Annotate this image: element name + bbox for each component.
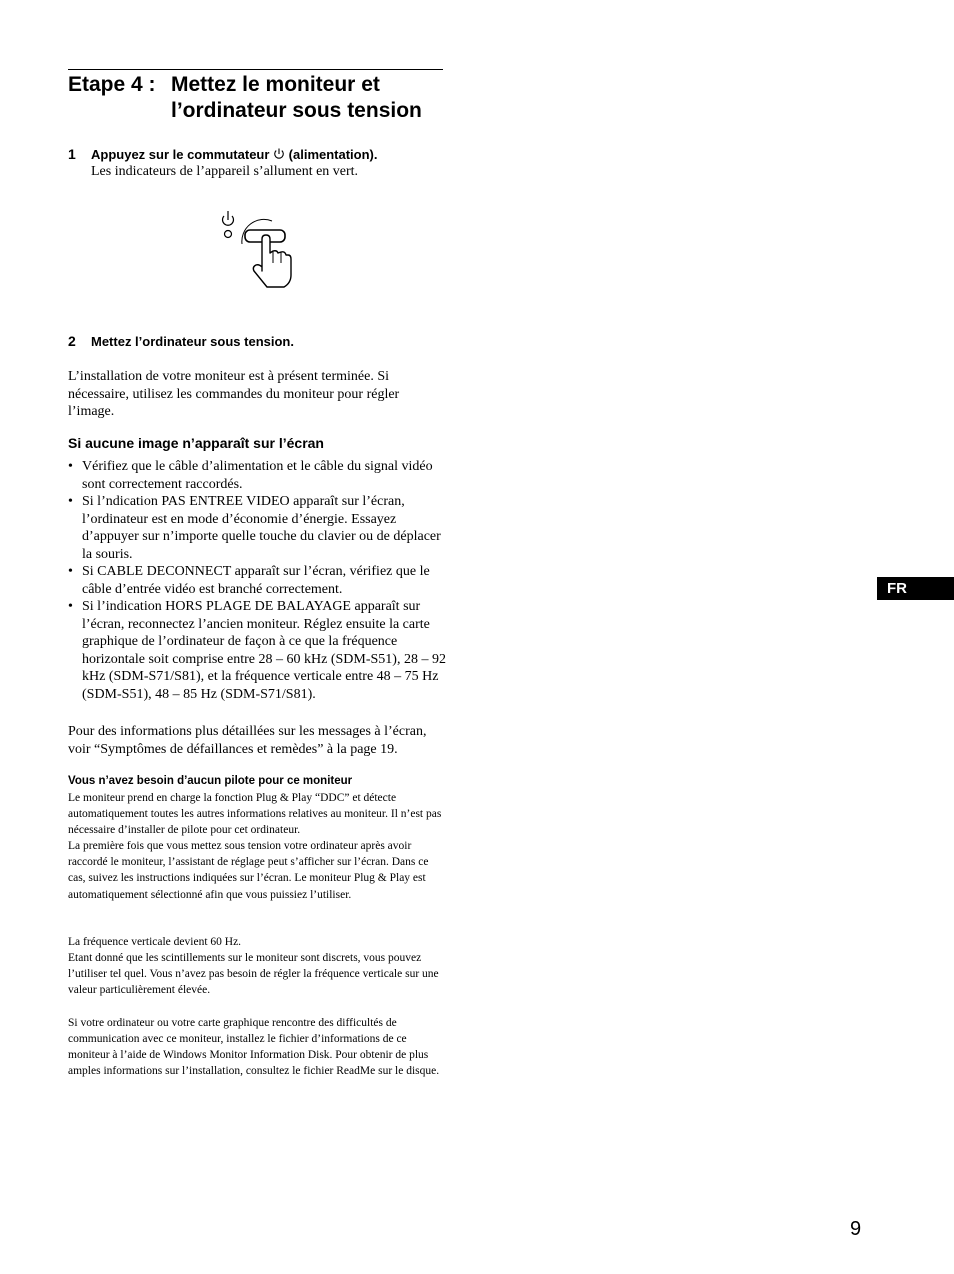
step-2-heading: Mettez l’ordinateur sous tension.: [91, 334, 294, 349]
step-1-heading: [91, 147, 378, 162]
driver-paragraph-3: La fréquence verticale devient 60 Hz.: [68, 936, 242, 948]
step-2-number: 2: [68, 333, 76, 349]
more-info-block: [68, 723, 443, 758]
list-item: • Vérifiez que le câble d’alimentation et le câble du signal vidéo sont correctement raccordés.: [68, 458, 448, 493]
language-tab: FR: [877, 577, 954, 600]
driver-paragraph-1: Le moniteur prend en charge la fonction Plug & Play “DDC” et détecte automatiquement toutes les autres informations relatives au moniteur. Il n’est pas nécessaire d’installer de pilote pour cet ordinateur.: [68, 792, 442, 837]
no-image-heading: Si aucune image n’apparaît sur l’écran: [68, 435, 324, 451]
list-item: • Si CABLE DECONNECT apparaît sur l’écran, vérifiez que le câble d’entrée vidéo est branché correctement.: [68, 563, 448, 598]
driver-heading: Vous n’avez besoin d’aucun pilote pour ce moniteur: [68, 775, 353, 787]
driver-block-1: [68, 790, 443, 903]
step-1-number: 1: [68, 146, 76, 162]
driver-paragraph-4: Etant donné que les scintillements sur le moniteur sont discrets, vous pouvez l’utiliser tel quel. Vous n’avez pas besoin de régler la fréquence verticale sur une valeur particulièrement élevée.: [68, 952, 439, 997]
no-image-list: [68, 458, 448, 703]
list-item: • Si l’ndication PAS ENTREE VIDEO apparaît sur l’écran, l’ordinateur est en mode d’économie d’énergie. Essayez d’appuyer sur n’importe quelle touche du clavier ou de déplacer la souris.: [68, 493, 448, 563]
step-1-body: Les indicateurs de l’appareil s’allument en vert.: [91, 164, 359, 179]
intro-paragraph: L’installation de votre moniteur est à présent terminée. Si nécessaire, utilisez les commandes du moniteur pour régler l’image.: [68, 369, 400, 419]
step-1-heading-before: Appuyez sur le commutateur: [91, 147, 274, 162]
intro-block: [68, 368, 443, 421]
page-number: 9: [850, 1218, 862, 1240]
title-rule: [68, 69, 443, 70]
power-icon: [273, 148, 285, 160]
driver-paragraph-2: La première fois que vous mettez sous tension votre ordinateur après avoir raccordé le moniteur, l’assistant de réglage peut s’afficher sur l’écran. Dans ce cas, suivez les instructions indiquées sur l’écran. Le moniteur Plug & Play est automatiquement sélectionné afin que vous puissiez l’utiliser.: [68, 840, 429, 901]
driver-block-2: [68, 934, 443, 998]
driver-block-3: [68, 1015, 443, 1079]
more-info-paragraph: Pour des informations plus détaillées sur les messages à l’écran, voir “Symptômes de défaillances et remèdes” à la page 19.: [68, 724, 427, 757]
title-prefix: Etape 4 :: [68, 73, 156, 96]
title-line-2: l’ordinateur sous tension: [171, 99, 422, 122]
driver-paragraph-5: Si votre ordinateur ou votre carte graphique rencontre des difficultés de communication avec ce moniteur, installez le fichier d’informations de ce moniteur à l’aide de Windows Monitor Information Disk. Pour obtenir de plus amples informations sur l’installation, consultez le fichier ReadMe sur le disque.: [68, 1017, 440, 1078]
list-item: • Si l’indication HORS PLAGE DE BALAYAGE apparaît sur l’écran, reconnectez l’ancien moniteur. Réglez ensuite la carte graphique de l’ordinateur de façon à ce que la fréquence horizontale soit comprise entre 28 – 60 kHz (SDM-S51), 28 – 92 kHz (SDM-S71/S81), et la fréquence verticale entre 48 – 75 Hz (SDM-S51), 48 – 85 Hz (SDM-S71/S81).: [68, 598, 448, 703]
title-line-1: Mettez le moniteur et: [171, 73, 380, 96]
power-button-press-icon: [215, 205, 305, 295]
step-1-heading-after: (alimentation).: [285, 147, 378, 162]
